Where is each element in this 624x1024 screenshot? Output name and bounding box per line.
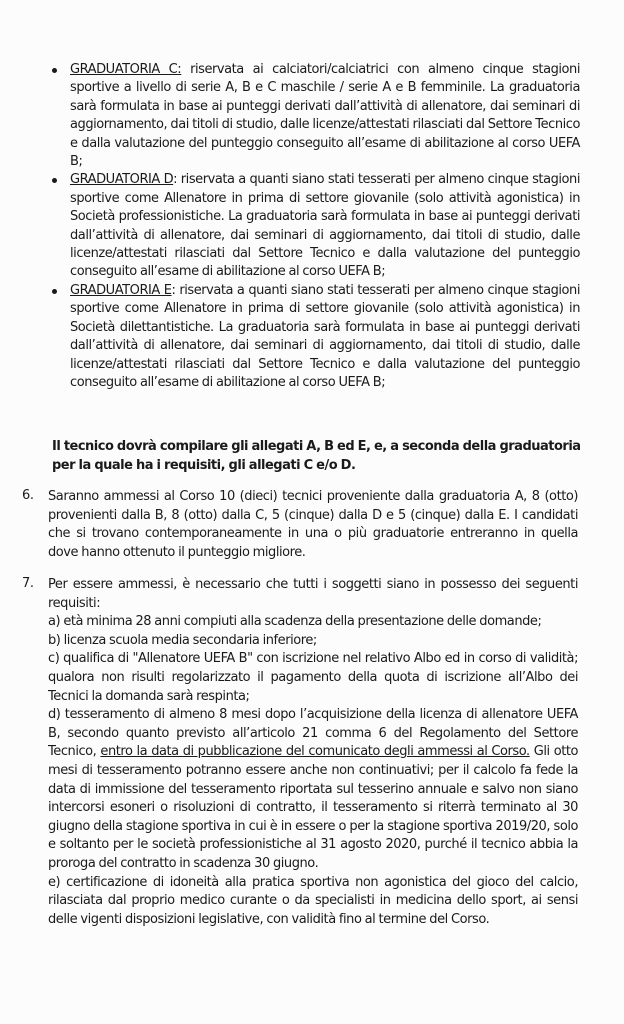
numbered-item-7 [22,576,578,929]
allegati-note: Il tecnico dovrà compilare gli allegati A, B ed E, e, a seconda della graduatoria per la quale ha i requisiti, gli allegati C e/o D. [52,439,581,473]
graduatoria-c-label: GRADUATORIA C: [70,62,182,77]
graduatoria-d-item [52,171,580,281]
item-7-intro: Per essere ammessi, è necessario che tutti i soggetti siano in possesso dei seguenti requisiti: [48,577,578,611]
requirement-d [48,706,578,873]
graduatorie-list [52,61,580,392]
requirement-e: e) certificazione di idoneità alla pratica sportiva non agonistica del gioco del calcio, rilasciata dal proprio medico curante o da specialisti in medicina dello sport, ai sensi delle vigenti disposizioni legislative, con validità fino al termine del Corso. [48,874,578,927]
item-number: 6. [22,488,34,503]
requirement-c: c) qualifica di "Allenatore UEFA B" con iscrizione nel relativo Albo ed in corso di validità; qualora non risulti regolarizzato il pagamento della quota di iscrizione all’Albo dei Tecnici la domanda sarà respinta; [48,651,578,704]
graduatoria-e-label: GRADUATORIA E [70,282,172,298]
numbered-item-6 [22,488,578,562]
requirement-b: b) licenza scuola media secondaria inferiore; [48,632,317,648]
graduatoria-d-label: GRADUATORIA D [70,172,174,188]
requirement-d-start: d) tesseramento di almeno 8 mesi dopo l’acquisizione della licenza di allenatore UEFA B, secondo quanto previsto all’articolo 21 comma 6 del Regolamento del Settore Tecnico, [48,707,578,760]
graduatoria-e-item [52,282,580,392]
graduatoria-c-text: riservata ai calciatori/calciatrici con almeno cinque stagioni sportive a livello di serie A, B e C maschile / serie A e B femminile. La graduatoria sarà formulata in base ai punteggi derivati dall’attività di allenatore, dai seminari di aggiornamento, dai titoli di studio, dalle licenze/attestati rilasciati dal Settore Tecnico e dalla valutazione del punteggio conseguito all’esame di abilitazione al corso UEFA B; [70,62,580,170]
requirement-d-underlined: entro la data di pubblicazione del comunicato degli ammessi al Corso. [100,744,530,760]
graduatoria-e-text: : riservata a quanti siano stati tesserati per almeno cinque stagioni sportive come Allenatore in prima di settore giovanile (solo attività agonistica) in Società dilettantistiche. La graduatoria sarà formulata in base ai punteggi derivati dall’attività di allenatore, dai seminari di aggiornamento, dai titoli di studio, dalle licenze/attestati rilasciati dal Settore Tecnico e dalla valutazione del punteggio conseguito all’esame di abilitazione al corso UEFA B; [70,282,581,390]
item-6-text: Saranno ammessi al Corso 10 (dieci) tecnici proveniente dalla graduatoria A, 8 (otto) provenienti dalla B, 8 (otto) dalla C, 5 (cinque) dalla D e 5 (cinque) dalla E. I candidati che si trovano contemporaneamente in una o più graduatorie entreranno in quella dove hanno ottenuto il punteggio migliore. [48,489,578,560]
graduatoria-c-item [52,61,580,171]
item-number: 7. [22,576,34,591]
item-7-body [48,576,578,929]
graduatoria-d-text: : riservata a quanti siano stati tesserati per almeno cinque stagioni sportive come Allenatore in prima di settore giovanile (solo attività agonistica) in Società professionistiche. La graduatoria sarà formulata in base ai punteggi derivati dall’attività di allenatore, dai seminari di aggiornamento, dai titoli di studio, dalle licenze/attestati rilasciati dal Settore Tecnico e dalla valutazione del punteggio conseguito all’esame di abilitazione al corso UEFA B; [70,172,580,280]
requirement-a: a) età minima 28 anni compiuti alla scadenza della presentazione delle domande; [48,614,542,630]
requirement-d-rest: Gli otto mesi di tesseramento potranno essere anche non continuativi; per il calcolo fa fede la data di immissione del tesseramento riportata sul tesserino annuale e salvo non siano intercorsi esoneri o risoluzioni di contratto, il tesseramento si riterrà terminato al 30 giugno della stagione sportiva in cui è in essere o per la stagione sportiva 2019/20, solo e soltanto per le società professionistiche al 31 agosto 2020, purché il tecnico abbia la proroga del contratto in scadenza 30 giugno. [48,744,578,871]
